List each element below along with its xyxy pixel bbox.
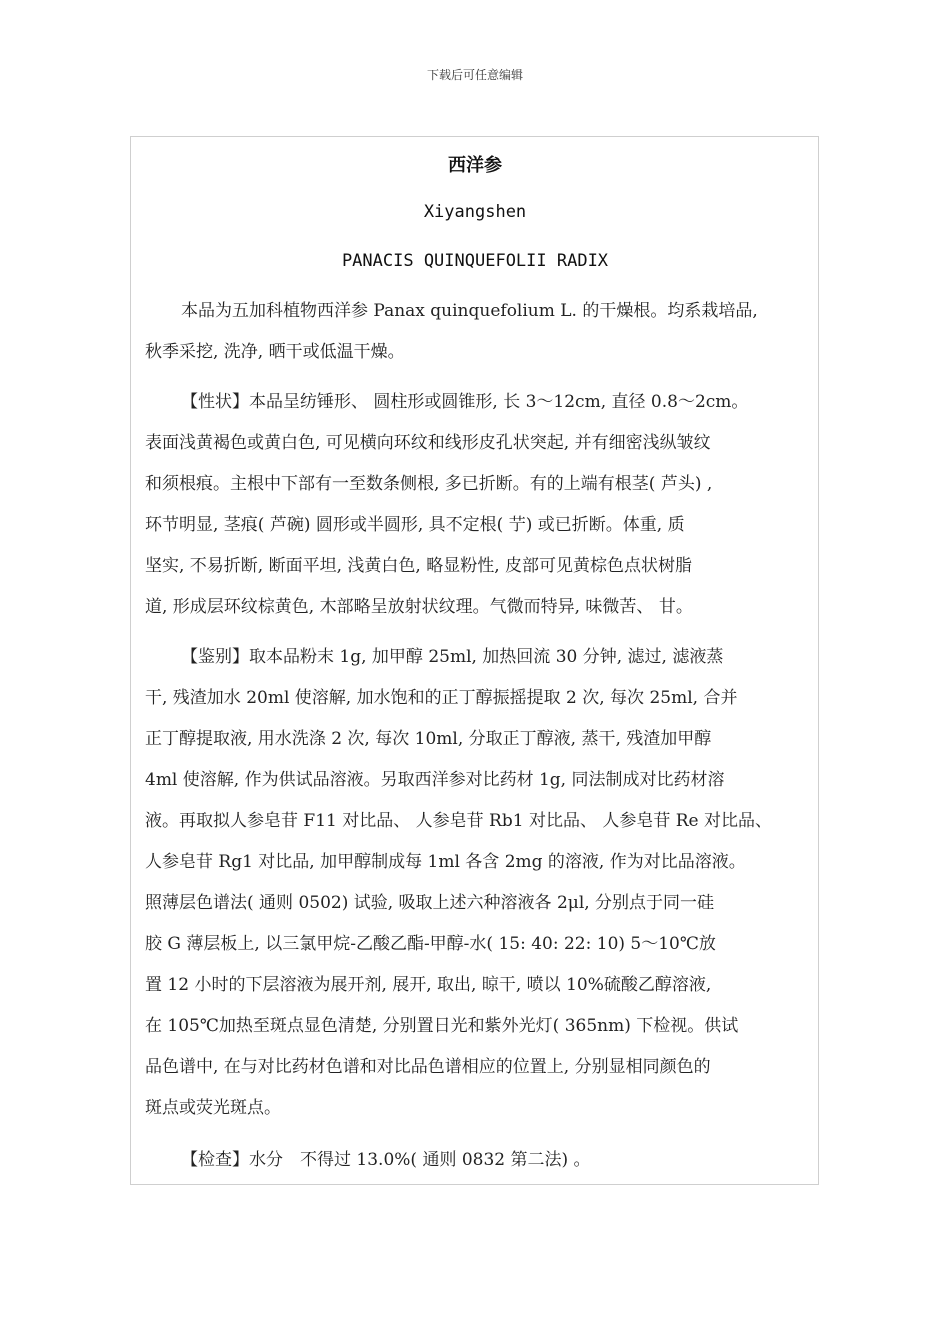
text-line: 本品为五加科植物西洋参 Panax quinquefolium L. 的干燥根。均系栽培品, [181,301,758,321]
title-pinyin: Xiyangshen [423,202,527,222]
header-note: 下载后可任意编辑 [426,68,523,82]
text-line: 置 12 小时的下层溶液为展开剂, 展开, 取出, 晾干, 喷以 10%硫酸乙醇溶液, [145,975,712,995]
text-line: 和须根痕。主根中下部有一至数条侧根, 多已折断。有的上端有根茎( 芦头) , [145,474,713,494]
title-chinese: 西洋参 [448,155,502,176]
paragraph-description [145,382,815,628]
text-line: 【检查】水分 不得过 13.0%( 通则 0832 第二法) 。 [181,1150,591,1170]
text-line: 品色谱中, 在与对比药材色谱和对比品色谱相应的位置上, 分别显相同颜色的 [145,1057,711,1077]
text-line: 4ml 使溶解, 作为供试品溶液。另取西洋参对比药材 1g, 同法制成对比药材溶 [145,770,725,790]
text-line: 液。再取拟人参皂苷 F11 对比品、 人参皂苷 Rb1 对比品、 人参皂苷 Re 对比品、 [145,811,773,831]
title-latin: PANACIS QUINQUEFOLII RADIX [341,251,609,271]
text-line: 【鉴别】取本品粉末 1g, 加甲醇 25ml, 加热回流 30 分钟, 滤过, 滤液蒸 [181,647,724,667]
text-line: 环节明显, 茎痕( 芦碗) 圆形或半圆形, 具不定根( 艼) 或已折断。体重, 质 [145,515,685,535]
text-line: 斑点或荧光斑点。 [145,1098,281,1118]
text-line: 干, 残渣加水 20ml 使溶解, 加水饱和的正丁醇振摇提取 2 次, 每次 25ml, 合并 [145,688,738,708]
paragraph-source [145,291,815,373]
text-line: 秋季采挖, 洗净, 晒干或低温干燥。 [145,342,405,362]
text-line: 照薄层色谱法( 通则 0502) 试验, 吸取上述六种溶液各 2μl, 分别点于同一硅 [145,893,715,913]
text-line: 【性状】本品呈纺锤形、 圆柱形或圆锥形, 长 3～12cm, 直径 0.8～2cm。 [181,392,749,412]
text-line: 表面浅黄褐色或黄白色, 可见横向环纹和线形皮孔状突起, 并有细密浅纵皱纹 [145,433,711,453]
text-line: 道, 形成层环纹棕黄色, 木部略呈放射状纹理。气微而特异, 味微苦、 甘。 [145,597,693,617]
text-line: 人参皂苷 Rg1 对比品, 加甲醇制成每 1ml 各含 2mg 的溶液, 作为对比品溶液。 [145,852,746,872]
paragraph-identification [145,637,815,1129]
text-line: 在 105℃加热至斑点显色清楚, 分别置日光和紫外光灯( 365nm) 下检视。供试 [145,1016,739,1036]
paragraph-inspection [145,1140,815,1181]
text-line: 坚实, 不易折断, 断面平坦, 浅黄白色, 略显粉性, 皮部可见黄棕色点状树脂 [145,556,693,576]
text-line: 胶 G 薄层板上, 以三氯甲烷-乙酸乙酯-甲醇-水( 15: 40: 22: 10) 5～10℃放 [145,934,716,954]
text-line: 正丁醇提取液, 用水洗涤 2 次, 每次 10ml, 分取正丁醇液, 蒸干, 残渣加甲醇 [145,729,712,749]
